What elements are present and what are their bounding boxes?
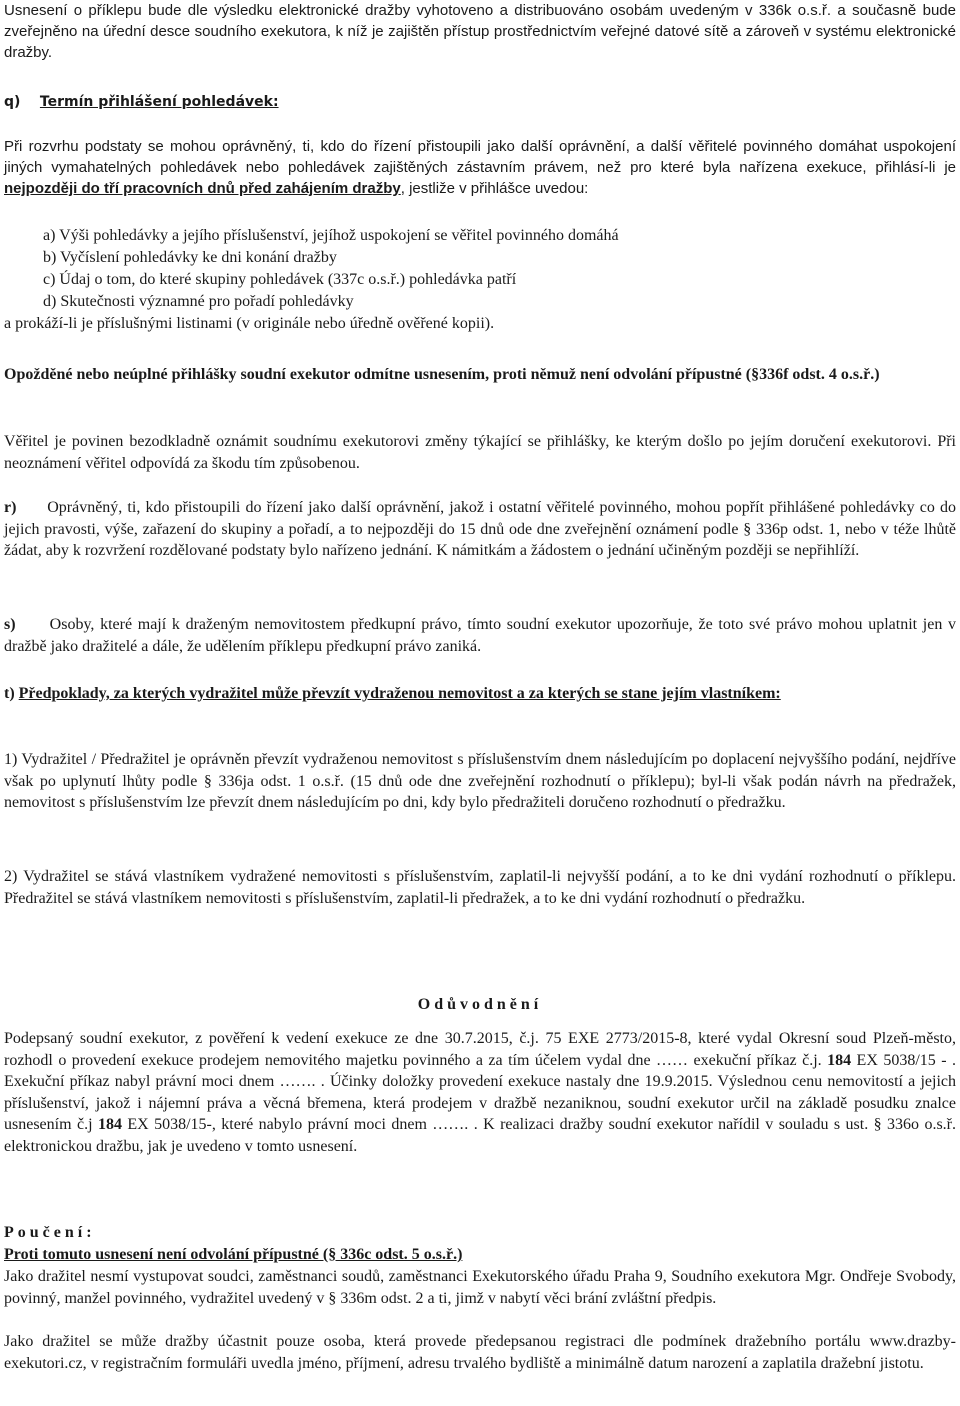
section-title: Předpoklady, za kterých vydražitel může převzít vydraženou nemovitost a za kterých se stane jejím vlastníkem: <box>18 685 781 702</box>
section-r-text: Oprávněný, ti, kdo přistoupili do řízení jako další oprávnění, jakož i ostatní věřitelé povinného, mohou popřít přihlášené pohledávky co do jejich pravosti, výše, zařazení do skupiny a pořadí, a to nejpozději do 15 dnů ode dne zveřejnění oznámení podle § 336p odst. 1, nebo v téže lhůtě žádat, aby k rozvržení rozdělované podstaty bylo nařízeno jednání. K námitkám a žádostem o jednání učiněným později se nepřihlíží. <box>4 499 957 559</box>
section-t-paragraph-1: 1) Vydražitel / Předražitel je oprávněn převzít vydraženou nemovitost s příslušenstvím dnem následujícím po doplacení nejvyššího podání, nejdříve však po uplynutí lhůty podle § 336ja odst. 1 o.s.ř. (15 dnů ode dne zveřejnění rozhodnutí o příklepu); byl-li však podán návrh na předražek, nemovitost s příslušenstvím lze převzít dnem následujícím po dni, kdy bylo předražiteli doručeno rozhodnutí o předražku. <box>4 751 956 811</box>
section-t-paragraph-2: 2) Vydražitel se stává vlastníkem vydražené nemovitosti s příslušenstvím, zaplatil-li nejvyšší podání, a to ke dni vydání rozhodnutí o příklepu. Předražitel se stává vlastníkem nemovitosti s příslušenstvím, zaplatil-li předražek, a to ke dni vydání rozhodnutí o předražku. <box>4 868 956 907</box>
intro-text-start: Usnesení o příklepu bude dle výsledku elektronické dražby vyhotoveno a distribuováno osobám uvedeným v <box>4 2 759 19</box>
law-reference: 336k o.s.ř. <box>758 2 832 19</box>
pouceni-paragraph-2: Jako dražitel se může dražby účastnit pouze osoba, která provede předepsanou registraci dle podmínek dražebního portálu www.drazby-exekutori.cz, v registračním formuláři uvedla jméno, příjmení, adresu trvalého bydliště a minimálně datum narození a zaplatila dražební jistotu. <box>4 1333 956 1372</box>
section-s-text: Osoby, které mají k draženým nemovitostem předkupní právo, tímto soudní exekutor upozorňuje, že toto své právo mohou uplatnit jen v dražbě jako dražitelé a dále, že udělením příklepu předkupní právo zaniká. <box>4 616 957 655</box>
pouceni-title: Poučení: <box>4 1224 96 1241</box>
section-q-text-end: , jestliže v přihlášce uvedou: <box>400 180 589 197</box>
oduvodneni-title: Odůvodnění <box>417 996 543 1013</box>
section-letter: r) <box>4 499 17 516</box>
pouceni-paragraph-1: Jako dražitel nesmí vystupovat soudci, zaměstnanci soudů, zaměstnanci Exekutorského úřadu Praha 9, Soudního exekutora Mgr. Ondřeje Svobody, povinný, manžel povinného, vydražitel uvedený v § 336m odst. 2 a ti, jimž v nabytí věci brání zvláštní předpis. <box>4 1268 956 1307</box>
section-letter: q) <box>4 94 21 110</box>
case-number: 184 <box>97 1116 122 1133</box>
oduvodneni-text-3: EX 5038/15-, které nabylo právní moci dnem ……. . K realizaci dražby soudní exekutor nařídil v souladu s ust. § 336o o.s.ř. elektronickou dražbu, jak je uvedeno v tomto usnesení. <box>4 1116 957 1155</box>
deadline-emphasis: nejpozději do tří pracovních dnů před zahájením dražby <box>4 180 401 197</box>
oduvodneni-text-1: Podepsaný soudní exekutor, z pověření k vedení exekuce ze dne 30.7.2015, č.j. 75 EXE 2773/2015-8, které vydal Okresní soud Plzeň-město, rozhodl o provedení exekuce prodejem nemovitého majetku povinného a za tím účelem vydal dne …… exekuční příkaz č.j. <box>4 1030 956 1069</box>
pouceni-heading: Proti tomuto usnesení není odvolání přípustné (§ 336c odst. 5 o.s.ř.) <box>4 1246 463 1263</box>
creditor-duty-paragraph: Věřitel je povinen bezodkladně oznámit soudnímu exekutorovi změny týkající se přihlášky, ke kterým došlo po jejím doručení exekutorovi. Při neoznámení věřitel odpovídá za škodu tím způsobenou. <box>4 433 956 472</box>
oduvodneni-text-2: EX 5038/15 - . Exekuční příkaz nabyl právní moci dnem ……. . Účinky doložky provedení exekuce nastaly dne 19.9.2015. Výslednou cenu nemovitostí a jejich příslušenství, jakož i nájemní práva a věcná břemena, která prodejem v dražbě nezaniknou, soudní exekutor určil na základě posudku znalce usnesením č.j <box>4 1051 956 1133</box>
section-q-heading <box>4 92 956 112</box>
list-item: b) Vyčíslení pohledávky ke dni konání dražby <box>43 249 337 266</box>
section-q-paragraph <box>4 136 956 199</box>
case-number: 184 <box>827 1051 852 1069</box>
oduvodneni-paragraph <box>4 1028 956 1157</box>
section-title: Termín přihlášení pohledávek: <box>39 94 279 110</box>
list-item: a) Výši pohledávky a jejího příslušenství, jejíhož uspokojení se věřitel povinného domáhá <box>43 227 619 244</box>
late-filing-notice: Opožděné nebo neúplné přihlášky soudní exekutor odmítne usnesením, proti němuž není odvolání přípustné (§336f odst. 4 o.s.ř.) <box>4 366 880 383</box>
section-letter: s) <box>4 616 16 633</box>
intro-text-end: a současně bude zveřejněno na úřední desce soudního exekutora, k níž je zajištěn přístup prostřednictvím veřejné datové sítě a zároveň v systému elektronické dražby. <box>4 2 956 61</box>
list-item: d) Skutečnosti významné pro pořadí pohledávky <box>43 293 354 310</box>
section-t-heading <box>4 683 956 705</box>
intro-paragraph <box>4 0 956 63</box>
section-s-paragraph <box>4 614 956 657</box>
list-item: c) Údaj o tom, do které skupiny pohledávek (337c o.s.ř.) pohledávka patří <box>43 271 517 288</box>
section-letter: t) <box>4 685 15 702</box>
closing-line: a prokáží-li je příslušnými listinami (v originále nebo úředně ověřené kopii). <box>4 315 495 332</box>
section-r-paragraph <box>4 497 956 562</box>
section-q-text-start: Při rozvrhu podstaty se mohou oprávněný, ti, kdo do řízení přistoupili jako další oprávnění, a další věřitelé povinného domáhat uspokojení jiných vymahatelných pohledávek nebo pohledávek zajištěných zástavním právem, než pro které byla nařízena exekuce, přihlásí-li je <box>4 138 956 176</box>
